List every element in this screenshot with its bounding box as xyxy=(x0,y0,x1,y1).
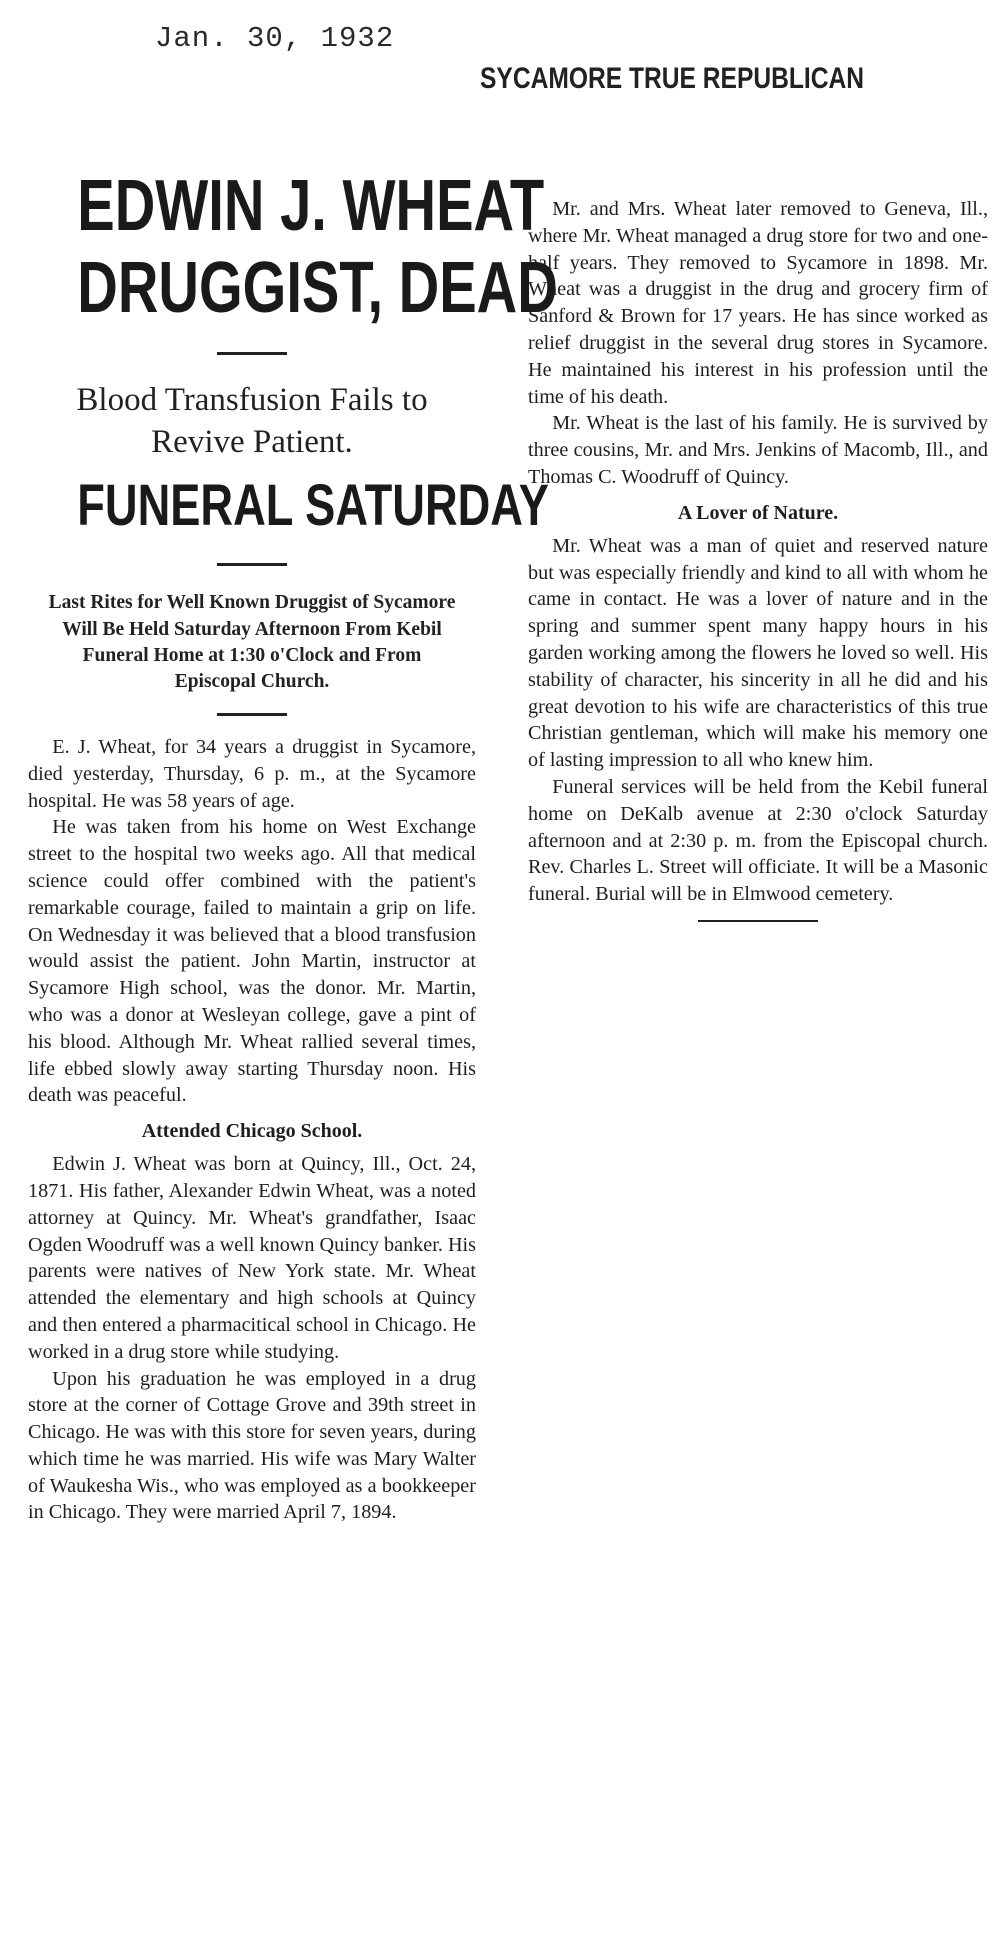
crosshead-lover-of-nature: A Lover of Nature. xyxy=(677,501,839,524)
crosshead-chicago-school: Attended Chicago School. xyxy=(141,1120,363,1143)
headline-divider xyxy=(217,352,287,355)
paragraph: Upon his graduation he was employed in a drug store at the corner of Cottage Grove and 39th street in Chicago. He was with this store for seven years, during which time he was married. His wife was Mary Walter of Waukesha Wis., who was employed as a bookkeeper in Chicago. They were married April 7, 1894. xyxy=(28,1367,476,1524)
right-column xyxy=(528,196,988,922)
newspaper-masthead: SYCAMORE TRUE REPUBLICAN xyxy=(480,62,865,95)
clipping-date: Jan. 30, 1932 xyxy=(155,22,395,55)
headline-druggist-dead: DRUGGIST, DEAD xyxy=(77,248,558,328)
deck-divider xyxy=(217,563,287,566)
subheadline: Blood Transfusion Fails to Revive Patient. xyxy=(76,382,428,461)
left-column xyxy=(28,166,558,1526)
paragraph: He was taken from his home on West Exchange street to the hospital two weeks ago. All that medical science could offer combined with the patient's remarkable courage, failed to maintain a grip on life. On Wednesday it was believed that a blood transfusion would assist the patient. John Martin, instructor at Sycamore High school, was the donor. Mr. Martin, who was a donor at Wesleyan college, gave a pint of his blood. Although Mr. Wheat rallied several times, life ebbed slowly away starting Thursday noon. His death was peaceful. xyxy=(28,816,476,1107)
paragraph: Mr. Wheat is the last of his family. He is survived by three cousins, Mr. and Mrs. Jenkins of Macomb, Ill., and Thomas C. Woodruff of Quincy. xyxy=(528,412,988,488)
paragraph: Funeral services will be held from the Kebil funeral home on DeKalb avenue at 2:30 o'clock Saturday afternoon and at 2:30 p. m. from the Episcopal church. Rev. Charles L. Street will officiate. It will be a Masonic funeral. Burial will be in Elmwood cemetery. xyxy=(528,775,988,906)
article-body-left xyxy=(28,734,476,1526)
headline-funeral: FUNERAL SATURDAY xyxy=(77,473,549,539)
paragraph: Mr. and Mrs. Wheat later removed to Geneva, Ill., where Mr. Wheat managed a drug store for two and one-half years. They removed to Sycamore in 1898. Mr. Wheat was a druggist in the drug and grocery firm of Sanford & Brown for 17 years. He has since worked as relief druggist in the several drug stores in Sycamore. He maintained his interest in his profession until the time of his death. xyxy=(528,198,988,408)
paragraph: Mr. Wheat was a man of quiet and reserved nature but was especially friendly and kind to all with whom he came in contact. He was a lover of nature and in the spring and summer spent many happy hours in his garden working among the flowers he loved so well. His stability of character, his sincerity in all he did and his great devotion to his wife are characteristics of this true Christian gentleman, which will make his memory one of lasting impression to all who knew him. xyxy=(528,534,988,772)
article-deck: Last Rites for Well Known Druggist of Sycamore Will Be Held Saturday Afternoon From Kebil Funeral Home at 1:30 o'Clock and From Episcopal Church. xyxy=(48,592,456,692)
paragraph: E. J. Wheat, for 34 years a druggist in Sycamore, died yesterday, Thursday, 6 p. m., at the Sycamore hospital. He was 58 years of age. xyxy=(28,735,476,812)
headline-name: EDWIN J. WHEAT xyxy=(77,166,545,246)
article-end-rule xyxy=(698,920,818,922)
body-divider xyxy=(217,713,287,716)
paragraph: Edwin J. Wheat was born at Quincy, Ill., Oct. 24, 1871. His father, Alexander Edwin Wheat, was a noted attorney at Quincy. Mr. Wheat's grandfather, Isaac Ogden Woodruff was a well known Quincy banker. His parents were natives of New York state. Mr. Wheat attended the elementary and high schools at Quincy and then entered a pharmacitical school in Chicago. He worked in a drug store while studying. xyxy=(28,1153,476,1363)
